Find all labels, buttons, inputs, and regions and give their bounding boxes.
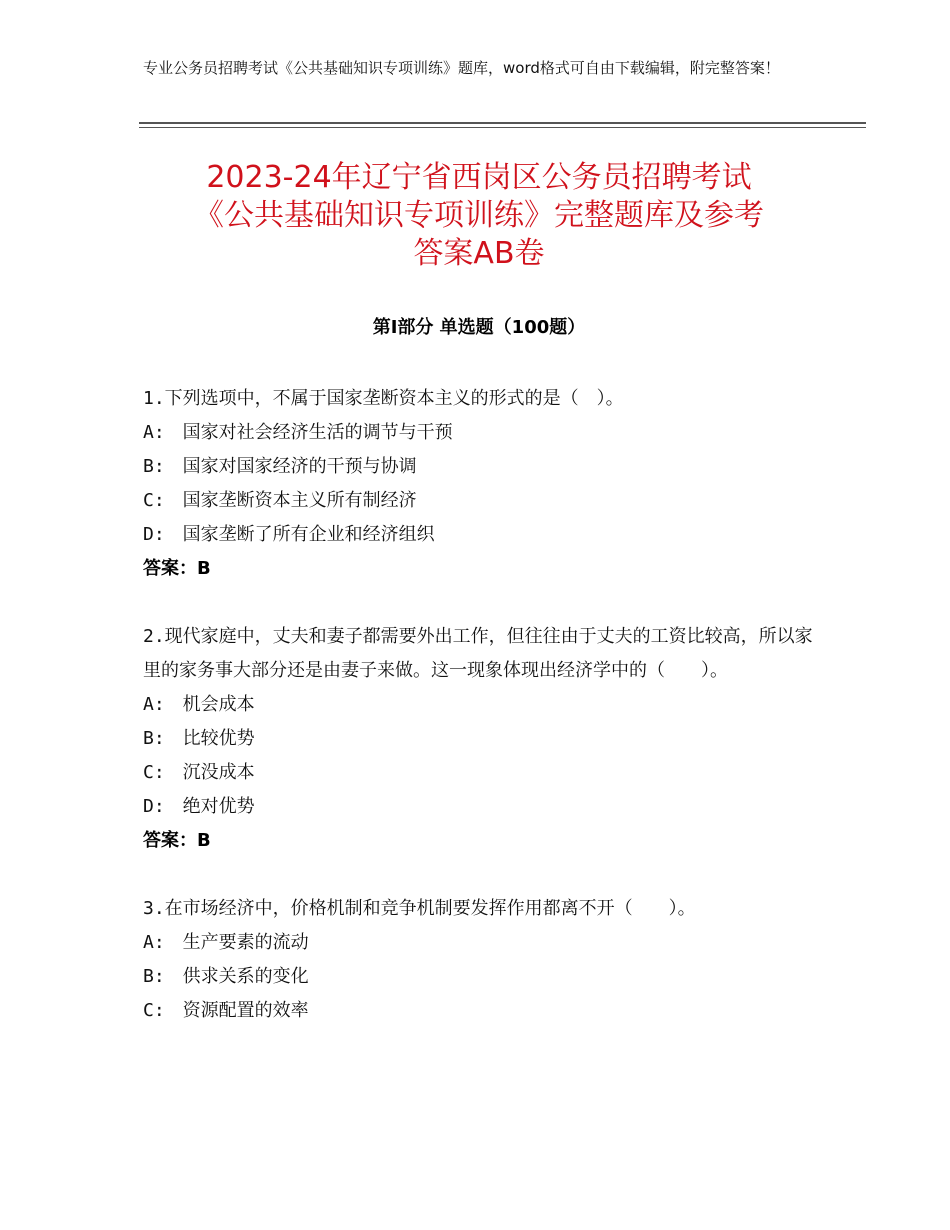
question-list <box>143 382 823 1062</box>
header-divider-thick <box>139 122 866 124</box>
option-b: B: 国家对国家经济的干预与协调 <box>143 456 417 477</box>
option-c: C: 沉没成本 <box>143 762 255 783</box>
option-b: B: 比较优势 <box>143 728 255 749</box>
document-header-note: 专业公务员招聘考试《公共基础知识专项训练》题库，word格式可自由下载编辑，附完整答案！ <box>143 59 780 77</box>
document-title-line: 《公共基础知识专项训练》完整题库及参考 <box>194 198 764 233</box>
question-stem: 2.现代家庭中，丈夫和妻子都需要外出工作，但往往由于丈夫的工资比较高，所以家里的家务事大部分还是由妻子来做。这一现象体现出经济学中的（ ）。 <box>143 626 813 681</box>
answer-line: 答案：B <box>143 830 211 851</box>
header-divider-thin <box>139 127 866 128</box>
option-a: A: 机会成本 <box>143 694 255 715</box>
option-b: B: 供求关系的变化 <box>143 966 309 987</box>
answer-line: 答案：B <box>143 558 211 579</box>
question-item <box>143 892 823 1028</box>
option-a: A: 国家对社会经济生活的调节与干预 <box>143 422 453 443</box>
section-title: 第Ⅰ部分 单选题（100题） <box>372 317 586 338</box>
question-item <box>143 382 823 586</box>
document-title <box>139 159 819 273</box>
option-a: A: 生产要素的流动 <box>143 932 309 953</box>
option-c: C: 资源配置的效率 <box>143 1000 309 1021</box>
option-d: D: 国家垄断了所有企业和经济组织 <box>143 524 435 545</box>
question-item <box>143 620 823 858</box>
document-title-line: 2023-24年辽宁省西岗区公务员招聘考试 <box>206 160 752 195</box>
option-d: D: 绝对优势 <box>143 796 255 817</box>
question-stem: 3.在市场经济中，价格机制和竞争机制要发挥作用都离不开（ ）。 <box>143 898 696 919</box>
question-stem: 1.下列选项中，不属于国家垄断资本主义的形式的是（ ）。 <box>143 388 624 409</box>
document-title-line: 答案AB卷 <box>413 236 545 271</box>
option-c: C: 国家垄断资本主义所有制经济 <box>143 490 417 511</box>
